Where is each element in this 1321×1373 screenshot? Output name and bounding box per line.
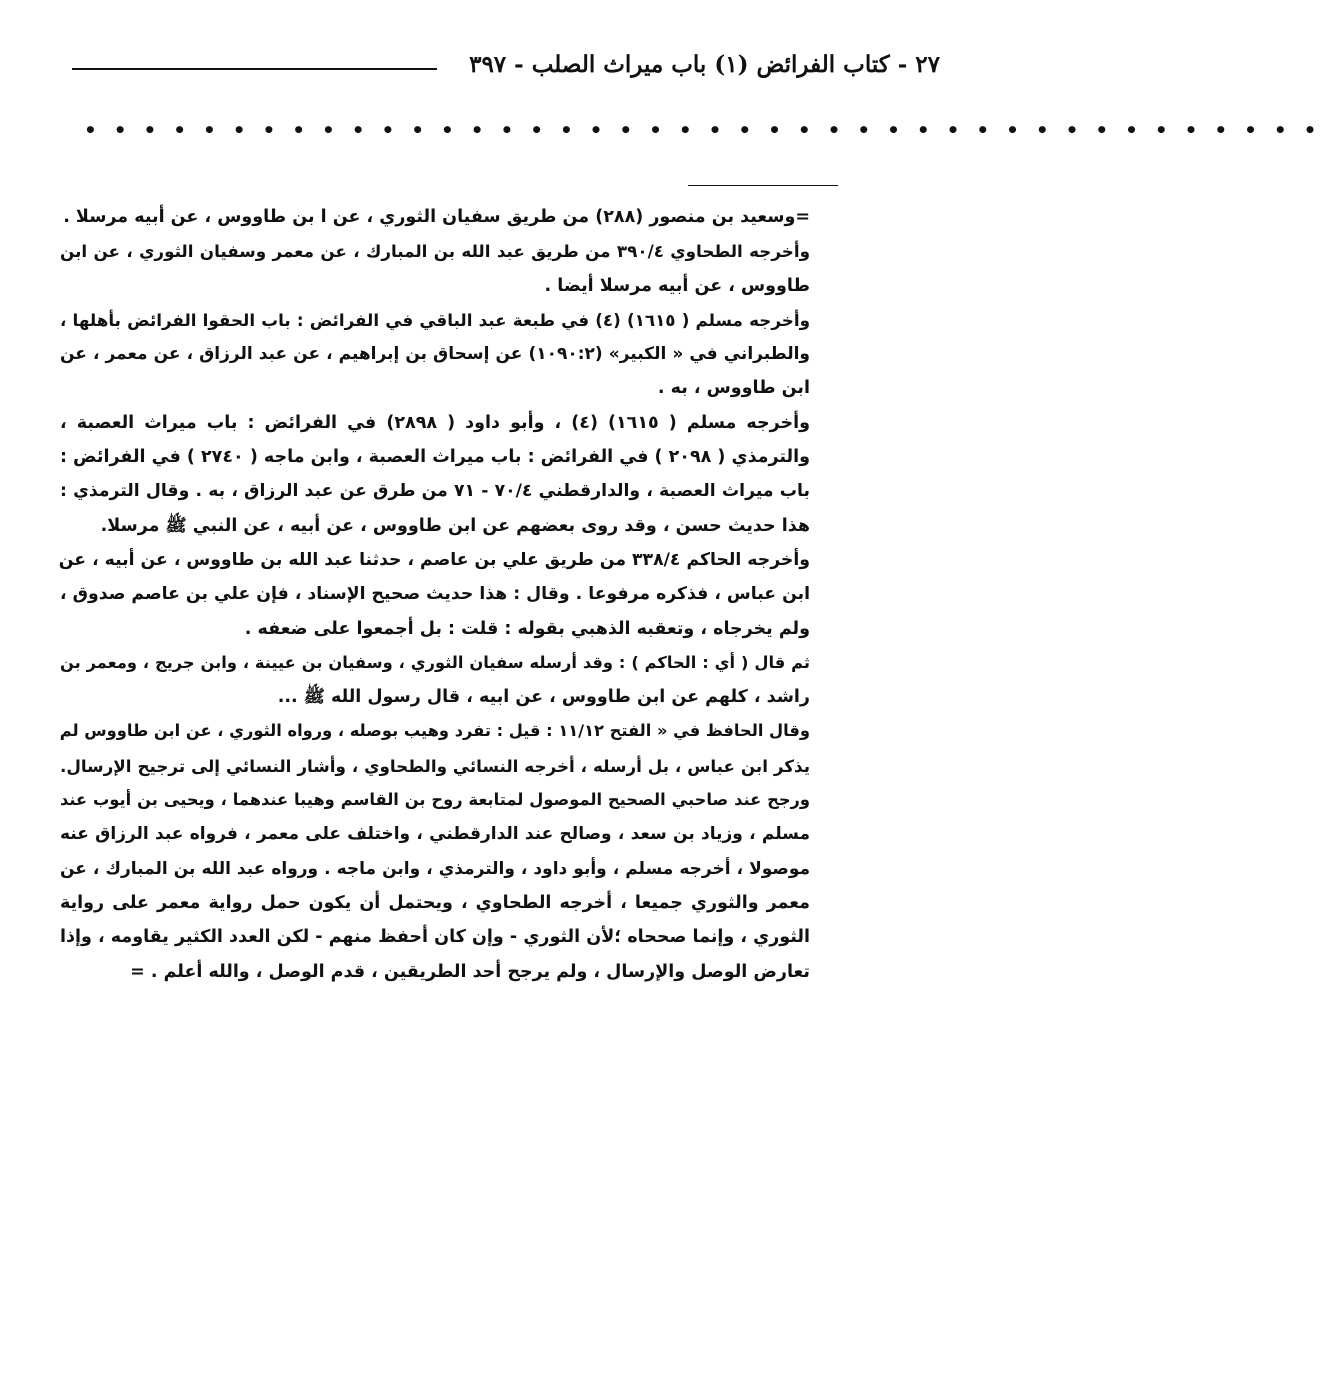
footnote-line: موصولا ، أخرجه مسلم ، وأبو داود ، والترمذي ، وابن ماجه . ورواه عبد الله بن المبارك ، عن <box>60 858 810 879</box>
footnote-line: مسلم ، وزياد بن سعد ، وصالح عند الدارقطني ، واختلف على معمر ، فرواه عبد الرزاق عنه <box>60 824 810 845</box>
footnote-line: تعارض الوصل والإرسال ، ولم يرجح أحد الطريقين ، قدم الوصل ، والله أعلم . = <box>130 961 810 982</box>
footnote-line: هذا حديث حسن ، وقد روى بعضهم عن ابن طاووس ، عن أبيه ، عن النبي ﷺ مرسلا. <box>100 515 810 536</box>
footnote-line: وأخرجه مسلم ( ١٦١٥) (٤) في طبعة عبد الباقي في الفرائض : باب الحقوا الفرائض بأهلها ، <box>60 309 810 330</box>
footnote-line: وأخرجه مسلم ( ١٦١٥) (٤) ، وأبو داود ( ٢٨٩٨) في الفرائض : باب ميراث العصبة ، <box>60 412 811 433</box>
footnote-line: معمر والثوري جميعا ، أخرجه الطحاوي ، ويحتمل أن يكون حمل رواية معمر على رواية <box>60 892 810 913</box>
footnote-line: وقال الحافظ في « الفتح ١١/١٢ : قيل : تفرد وهيب بوصله ، ورواه الثوري ، عن ابن طاووس لم <box>59 721 810 741</box>
footnote-line: ولم يخرجاه ، وتعقبه الذهبي بقوله : قلت : بل أجمعوا على ضعفه . <box>244 618 810 639</box>
footnote-line: ورجح عند صاحبي الصحيح الموصول لمتابعة روح بن القاسم وهيبا عندهما ، ويحيى بن أيوب عند <box>60 790 810 810</box>
footnote-line: راشد ، كلهم عن ابن طاووس ، عن ابيه ، قال رسول الله ﷺ ... <box>277 687 810 708</box>
footnote-line: وأخرجه الحاكم ٣٣٨/٤ من طريق علي بن عاصم ، حدثنا عبد الله بن طاووس ، عن أبيه ، عن <box>58 549 810 570</box>
footnote-line: يذكر ابن عباس ، بل أرسله ، أخرجه النسائي والطحاوي ، وأشار النسائي إلى ترجيح الإرسال. <box>60 755 810 776</box>
footnote-body <box>60 200 810 989</box>
dotted-separator: • • • • • • • • • • • • • • • • • • • • • • • • • • • • • • • • • • • • • • • • • • <box>84 118 1321 142</box>
footnote-line: ثم قال ( أي : الحاكم ) : وقد أرسله سفيان الثوري ، وسفيان بن عيينة ، وابن جريج ، ومعمر بن <box>60 652 810 672</box>
footnote-line: والترمذي ( ٢٠٩٨ ) في الفرائض : باب ميراث العصبة ، وابن ماجه ( ٢٧٤٠ ) في الفرائض : <box>59 447 810 468</box>
running-title: ٢٧ - كتاب الفرائض (١) باب ميراث الصلب - ٣٩٧ <box>469 50 940 78</box>
footnote-line: طاووس ، عن أبيه مرسلا أيضا . <box>544 275 810 296</box>
footnote-line: ابن طاووس ، به . <box>657 378 810 399</box>
footnote-line: ابن عباس ، فذكره مرفوعا . وقال : هذا حديث صحيح الإسناد ، فإن علي بن عاصم صدوق ، <box>60 584 810 605</box>
header-rule <box>72 68 437 70</box>
footnote-rule <box>688 185 838 186</box>
page-header <box>62 46 940 82</box>
footnote-line: وأخرجه الطحاوي ٣٩٠/٤ من طريق عبد الله بن المبارك ، عن معمر وسفيان الثوري ، عن ابن <box>60 241 810 262</box>
footnote-line: باب ميراث العصبة ، والدارقطني ٧٠/٤ - ٧١ من طرق عن عبد الرزاق ، به . وقال الترمذي : <box>60 481 811 502</box>
footnote-line: الثوري ، وإنما صححاه ؛لأن الثوري - وإن كان أحفظ منهم - لكن العدد الكثير يقاومه ، وإذا <box>60 927 810 948</box>
footnote-line: =وسعيد بن منصور (٢٨٨) من طريق سفيان الثوري ، عن ا بن طاووس ، عن أبيه مرسلا . <box>63 207 810 227</box>
footnote-line: والطبراني في « الكبير» (١٠٩٠:٢) عن إسحاق بن إبراهيم ، عن عبد الرزاق ، عن معمر ، عن <box>60 344 810 365</box>
